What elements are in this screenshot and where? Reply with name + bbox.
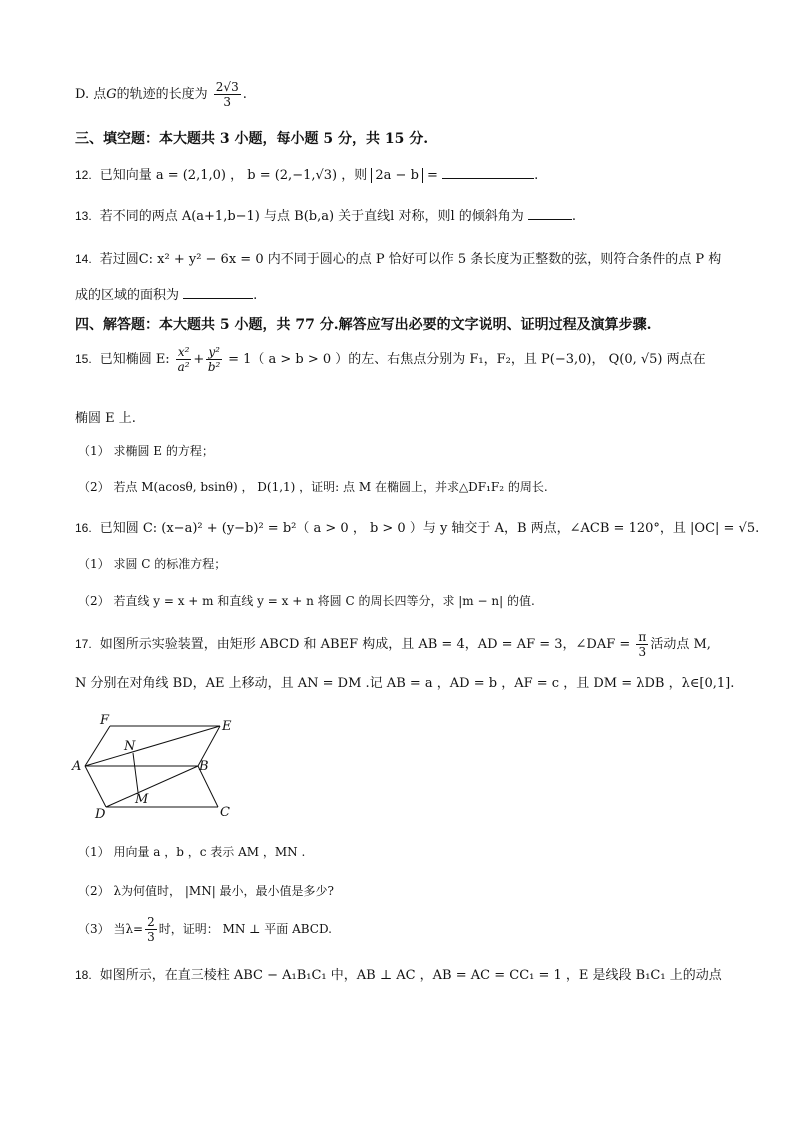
diagonal-db	[106, 766, 198, 807]
question-15-part-2: （2） 若点 M(acosθ, bsinθ) ， D(1,1) ，证明: 点 M 在椭圆上，并求△DF₁F₂ 的周长.	[78, 480, 548, 494]
question-15-cont: 椭圆 E 上.	[75, 411, 136, 426]
option-d-fraction: $\frac{2√3}{3}$	[215, 80, 239, 109]
label-c: C	[220, 805, 230, 820]
question-17: 17. 如图所示实验装置，由矩形 ABCD 和 ABEF 构成，且 AB = 4，AD = AF = 3，∠DAF = $\frac{\pi}{3}$ 活动点 M,	[75, 630, 711, 659]
question-17-part-2: （2） λ为何值时， |MN| 最小，最小值是多少?	[78, 884, 334, 898]
label-n: N	[124, 739, 136, 754]
question-15-part-1: （1） 求椭圆 E 的方程；	[78, 444, 214, 458]
option-d: D. 点G的轨迹的长度为 $\frac{2√3}{3}$ .	[75, 80, 247, 109]
answer-blank-13[interactable]	[528, 206, 572, 220]
question-16-part-1: （1） 求圆 C 的标准方程；	[78, 557, 227, 571]
question-17-part-1: （1） 用向量 a ，b ，c 表示 AM ，MN .	[78, 845, 306, 859]
vector-magnitude: 2a − b	[371, 168, 423, 183]
label-e: E	[222, 719, 232, 734]
question-16: 16. 已知圆 C: (x−a)² + (y−b)² = b²（ a > 0 ， b > 0 ）与 y 轴交于 A，B 两点，∠ACB = 120°，且 |OC| = √5.	[75, 521, 760, 536]
prism-figure	[70, 712, 250, 824]
question-15: 15. 已知椭圆 E: $\frac{\text{x²}}{\text{a²}}$ + $\frac{\text{y²}}{\text{b²}}$ = 1（ a > b > 0 ）的左、右焦点分别为 F₁，F₂，且 P(−3,0)， Q(0, √5) 两点在	[75, 345, 706, 374]
label-d: D	[95, 807, 106, 822]
question-18: 18. 如图所示，在直三棱柱 ABC − A₁B₁C₁ 中，AB ⊥ AC ，AB = AC = CC₁ = 1 ，E 是线段 B₁C₁ 上的动点	[75, 968, 722, 983]
answer-blank-14[interactable]	[183, 285, 253, 299]
question-17-cont: N 分别在对角线 BD，AE 上移动，且 AN = DM .记 AB = a ，AD = b ，AF = c ，且 DM = λDB ，λ∈[0,1].	[75, 676, 735, 691]
section-fill-in-heading: 三、填空题：本大题共 3 小题，每小题 5 分，共 15 分.	[75, 131, 429, 147]
segment-mn	[133, 753, 138, 792]
edge-ad	[85, 766, 106, 807]
question-17-part-3: （3） 当λ= $\frac{2}{3}$ 时，证明： MN ⊥ 平面 ABCD.	[78, 915, 332, 944]
question-16-part-2: （2） 若直线 y = x + m 和直线 y = x + n 将圆 C 的周长四等分，求 |m − n| 的值.	[78, 594, 535, 608]
question-13: 13. 若不同的两点 A(a+1,b−1) 与点 B(b,a) 关于直线l 对称，则l 的倾斜角为 .	[75, 206, 576, 226]
label-a: A	[72, 759, 82, 774]
question-12: 12. 已知向量 a = (2,1,0) ， b = (2,−1,√3) ，则 2a − b = .	[75, 165, 538, 185]
label-m: M	[135, 792, 149, 807]
section-solution-heading: 四、解答题：本大题共 5 小题，共 77 分.解答应写出必要的文字说明、证明过程及演算步骤.	[75, 317, 652, 333]
question-14: 14. 若过圆C: x² + y² − 6x = 0 内不同于圆心的点 P 恰好可以作 5 条长度为正整数的弦，则符合条件的点 P 构	[75, 252, 722, 267]
question-14-cont: 成的区域的面积为 .	[75, 285, 257, 305]
label-b: B	[199, 759, 209, 774]
answer-blank-12[interactable]	[442, 165, 534, 179]
label-f: F	[100, 713, 110, 728]
